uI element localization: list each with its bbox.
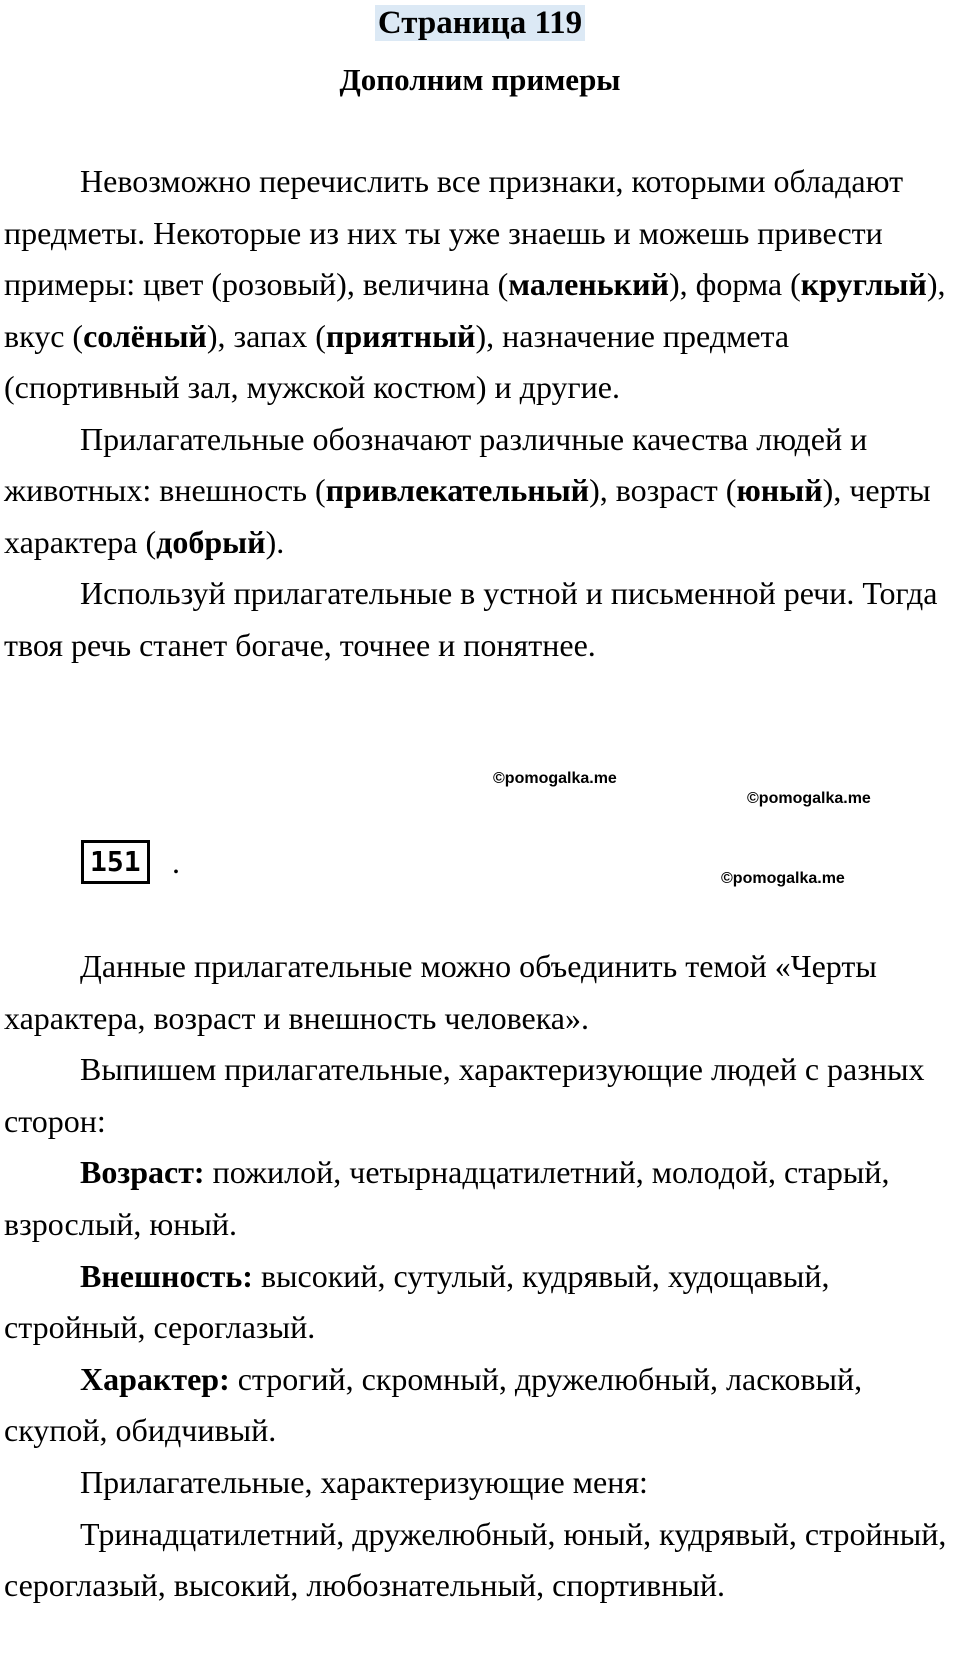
text-span: Используй прилагательные в устной и письменной речи. Тогда твоя речь станет богаче, точнее и понятнее. bbox=[4, 575, 938, 663]
watermark: ©pomogalka.me bbox=[493, 770, 617, 787]
text-span: пожилой, четырнадцатилетний, молодой, старый, взрослый, юный. bbox=[4, 1154, 890, 1242]
text-span: Тринадцатилетний, дружелюбный, юный, кудрявый, стройный, сероглазый, высокий, любознательный, спортивный. bbox=[4, 1515, 947, 1604]
section-subtitle: Дополним примеры bbox=[339, 62, 621, 97]
paragraph bbox=[4, 1147, 956, 1250]
paragraph bbox=[4, 414, 956, 569]
text-span: ), возраст ( bbox=[589, 472, 737, 508]
bold-term: круглый bbox=[800, 266, 927, 302]
page-number-heading: Страница 119 bbox=[375, 5, 585, 41]
bold-term: Внешность: bbox=[80, 1257, 253, 1294]
text-span: Данные прилагательные можно объединить темой «Черты характера, возраст и внешность человека». bbox=[4, 948, 877, 1036]
bold-term: Характер: bbox=[80, 1360, 230, 1397]
text-span: ), назначение предмета (спортивный зал, мужской костюм) и другие. bbox=[4, 317, 790, 405]
bold-term: солёный bbox=[83, 317, 207, 354]
bold-term: юный bbox=[736, 472, 823, 508]
text-span: Прилагательные, характеризующие меня: bbox=[80, 1463, 648, 1500]
paragraph bbox=[4, 568, 956, 671]
paragraph bbox=[4, 1457, 956, 1509]
text-span: ), вкус ( bbox=[4, 266, 946, 354]
paragraph bbox=[4, 1509, 956, 1612]
text-span: ), запах ( bbox=[206, 317, 326, 354]
intro-text bbox=[4, 156, 956, 671]
watermark: ©pomogalka.me bbox=[721, 870, 845, 887]
bold-term: Возраст: bbox=[80, 1154, 205, 1191]
paragraph bbox=[4, 156, 956, 414]
bold-term: приятный bbox=[325, 317, 476, 354]
text-span: Прилагательные обозначают различные качества людей и животных: внешность ( bbox=[4, 420, 868, 508]
paragraph bbox=[4, 941, 956, 1044]
exercise-number-box: 151 bbox=[81, 840, 150, 884]
text-span: Выпишем прилагательные, характеризующие людей с разных сторон: bbox=[4, 1051, 925, 1139]
text-span: высокий, сутулый, кудрявый, худощавый, стройный, сероглазый. bbox=[4, 1257, 830, 1346]
watermark: ©pomogalka.me bbox=[747, 790, 871, 807]
bold-term: маленький bbox=[508, 266, 669, 302]
answer-text bbox=[4, 941, 956, 1612]
page-title bbox=[0, 0, 960, 46]
bold-term: добрый bbox=[156, 523, 266, 560]
text-span: ), черты характера ( bbox=[4, 472, 931, 560]
paragraph bbox=[4, 1044, 956, 1147]
exercise-number-dot: . bbox=[172, 844, 180, 880]
paragraph bbox=[4, 1354, 956, 1457]
text-span: ), форма ( bbox=[668, 266, 801, 302]
bold-term: привлекательный bbox=[325, 472, 590, 508]
text-span: строгий, скромный, дружелюбный, ласковый, скупой, обидчивый. bbox=[4, 1360, 863, 1449]
text-span: Невозможно перечислить все признаки, которыми обладают предметы. Некоторые из них ты уже знаешь и можешь привести примеры: цвет (розовый), величина ( bbox=[4, 163, 904, 302]
paragraph bbox=[4, 1251, 956, 1354]
text-span: ). bbox=[265, 523, 285, 560]
